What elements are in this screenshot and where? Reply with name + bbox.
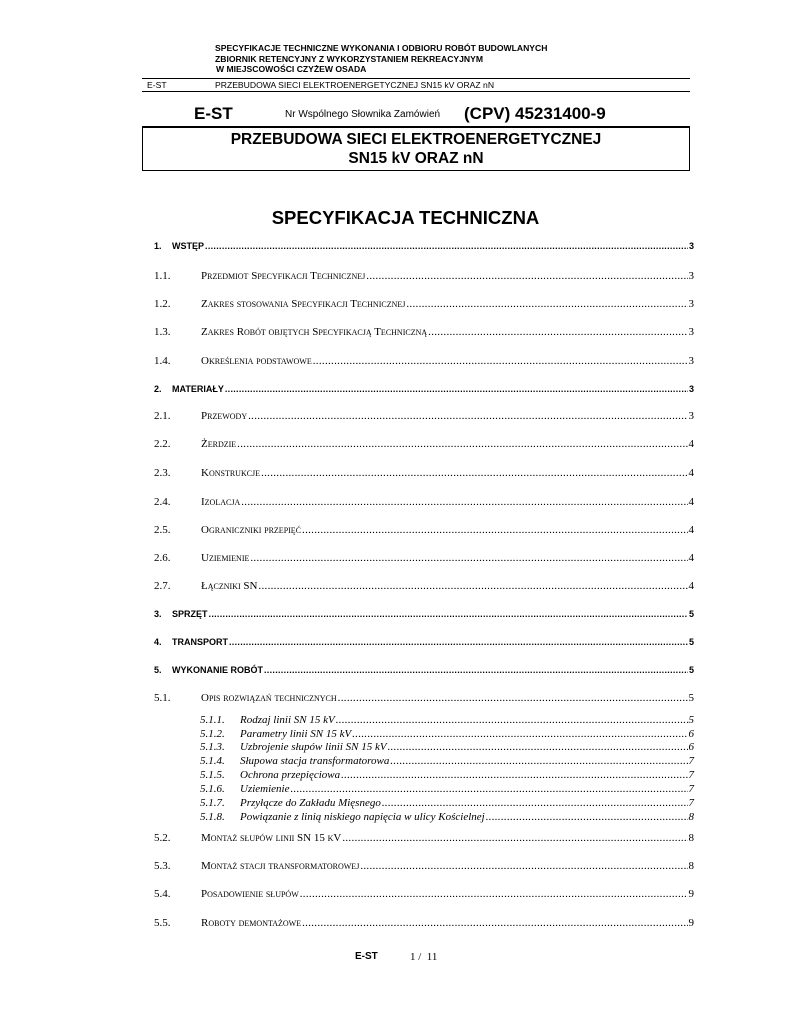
toc-entry-5-2[interactable] [154, 832, 694, 844]
toc-number: 1.4. [154, 355, 171, 367]
toc-number: 1.1. [154, 270, 171, 282]
toc-page-number: 4 [688, 524, 694, 536]
toc-leader-dots [237, 438, 687, 450]
toc-entry-5-1-6[interactable] [200, 783, 694, 795]
toc-leader-dots [205, 241, 688, 251]
toc-page-number: 7 [688, 783, 694, 795]
toc-entry-5-1-2[interactable] [200, 728, 694, 740]
toc-entry-5-3[interactable] [154, 860, 694, 872]
toc-title[interactable]: Rodzaj linii SN 15 kV [240, 714, 335, 726]
toc-number: 3. [154, 609, 162, 619]
toc-number: 5.2. [154, 832, 171, 844]
toc-number: 5.5. [154, 917, 171, 929]
toc-number: 1.2. [154, 298, 171, 310]
toc-leader-dots [248, 410, 687, 422]
toc-page-number: 8 [688, 811, 694, 823]
toc-leader-dots [300, 888, 688, 900]
toc-leader-dots [290, 783, 687, 795]
toc-page-number: 3 [688, 355, 694, 367]
toc-number: 5.1.4. [200, 755, 225, 767]
cpv-label: Nr Wspólnego Słownika Zamówień [285, 109, 441, 120]
toc-number: 1. [154, 241, 162, 251]
toc-page-number: 3 [688, 241, 694, 251]
toc-leader-dots [225, 384, 688, 394]
header-line-2: ZBIORNIK RETENCYJNY Z WYKORZYSTANIEM REKREACYJNYM [215, 53, 484, 64]
toc-page-number: 3 [688, 384, 694, 394]
toc-title[interactable]: Zakres Robót objętych Specyfikacją Techniczną [201, 326, 428, 338]
toc-leader-dots [352, 728, 687, 740]
toc-page-number: 6 [688, 741, 694, 753]
toc-title[interactable]: Uziemienie [201, 552, 250, 564]
toc-page-number: 4 [688, 438, 694, 450]
toc-title[interactable]: Żerdzie [201, 438, 237, 450]
toc-entry-2-1[interactable] [154, 410, 694, 422]
toc-number: 5.1. [154, 692, 171, 704]
toc-title[interactable]: Ochrona przepięciowa [240, 769, 341, 781]
toc-leader-dots [261, 467, 687, 479]
toc-entry-5-1-3[interactable] [200, 741, 694, 753]
toc-page-number: 8 [688, 832, 694, 844]
toc-page-number: 4 [688, 496, 694, 508]
toc-number: 2.4. [154, 496, 171, 508]
toc-leader-dots [336, 714, 688, 726]
toc-title[interactable]: Przedmiot Specyfikacji Technicznej [201, 270, 366, 282]
cpv-row [142, 104, 690, 128]
toc-page-number: 8 [688, 860, 694, 872]
toc-title[interactable]: Łączniki SN [201, 580, 258, 592]
toc-title[interactable]: Przewody [201, 410, 248, 422]
document-header [215, 43, 547, 75]
toc-number: 5.3. [154, 860, 171, 872]
toc-title[interactable]: Konstrukcje [201, 467, 261, 479]
toc-leader-dots [406, 298, 687, 310]
toc-leader-dots [229, 637, 688, 647]
toc-number: 2. [154, 384, 162, 394]
header-line-1: SPECYFIKACJE TECHNICZNE WYKONANIA I ODBIORU ROBÓT BUDOWLANYCH [215, 43, 548, 53]
toc-entry-5-1-1[interactable] [200, 714, 694, 726]
page-footer [0, 951, 791, 965]
title-line-1: PRZEBUDOWA SIECI ELEKTROENERGETYCZNEJ [230, 131, 602, 148]
toc-page-number: 5 [688, 609, 694, 619]
toc-page-number: 3 [688, 410, 694, 422]
toc-page-number: 3 [688, 298, 694, 310]
toc-title[interactable]: SPRZĘT [172, 609, 208, 619]
toc-title[interactable]: Izolacja [201, 496, 241, 508]
toc-entry-2-7[interactable] [154, 580, 694, 592]
cpv-number: (CPV) 45231400-9 [464, 104, 606, 123]
toc-title[interactable]: Powiązanie z linią niskiego napięcia w ulicy Kościelnej [240, 811, 485, 823]
toc-number: 1.3. [154, 326, 171, 338]
toc-page-number: 3 [688, 270, 694, 282]
toc-number: 5.4. [154, 888, 171, 900]
toc-number: 2.3. [154, 467, 171, 479]
toc-title[interactable]: Montaż stacji transformatorowej [201, 860, 360, 872]
toc-entry-5-1-5[interactable] [200, 769, 694, 781]
toc-number: 5.1.1. [200, 714, 225, 726]
toc-leader-dots [366, 270, 687, 282]
toc-title[interactable]: Zakres stosowania Specyfikacji Technicznej [201, 298, 406, 310]
toc-number: 5.1.2. [200, 728, 225, 740]
toc-number: 5. [154, 665, 162, 675]
toc-entry-5-1[interactable] [154, 692, 694, 704]
toc-leader-dots [486, 811, 688, 823]
header-code: E-ST [147, 80, 167, 90]
toc-page-number: 4 [688, 552, 694, 564]
toc-title[interactable]: Określenia podstawowe [201, 355, 312, 367]
toc-entry-5-5[interactable] [154, 917, 694, 929]
toc-leader-dots [209, 609, 688, 619]
toc-leader-dots [264, 665, 688, 675]
toc-title[interactable]: WYKONANIE ROBÓT [172, 665, 263, 675]
toc-title[interactable]: Przyłącze do Zakładu Mięsnego [240, 797, 381, 809]
toc-entry-2-6[interactable] [154, 552, 694, 564]
toc-page-number: 7 [688, 755, 694, 767]
page-title: SPECYFIKACJA TECHNICZNA [271, 207, 540, 228]
toc-entry-2[interactable] [154, 384, 694, 394]
page-number: 1 / 11 [410, 951, 438, 963]
toc-page-number: 5 [688, 665, 694, 675]
toc-leader-dots [302, 524, 687, 536]
toc-leader-dots [342, 832, 687, 844]
toc-title[interactable]: Roboty demontażowe [201, 917, 302, 929]
toc-page-number: 7 [688, 769, 694, 781]
toc-leader-dots [360, 860, 687, 872]
toc-number: 5.1.8. [200, 811, 225, 823]
toc-title[interactable]: Ograniczniki przepięć [201, 524, 302, 536]
toc-page-number: 5 [688, 692, 694, 704]
toc-leader-dots [338, 692, 688, 704]
toc-entry-5-1-7[interactable] [200, 797, 694, 809]
toc-number: 2.5. [154, 524, 171, 536]
toc-number: 5.1.7. [200, 797, 225, 809]
toc-page-number: 4 [688, 467, 694, 479]
toc-page-number: 9 [688, 917, 694, 929]
toc-number: 4. [154, 637, 162, 647]
toc-title[interactable]: Parametry linii SN 15 kV [240, 728, 352, 740]
title-box [142, 127, 690, 171]
toc-title[interactable]: Słupowa stacja transformatorowa [240, 755, 390, 767]
toc-title[interactable]: Uziemienie [240, 783, 290, 795]
toc-page-number: 3 [688, 326, 694, 338]
footer-code: E-ST [355, 951, 378, 962]
toc-leader-dots [241, 496, 687, 508]
toc-leader-dots [428, 326, 687, 338]
toc-number: 2.1. [154, 410, 171, 422]
header-title-row [142, 78, 690, 92]
toc-title[interactable]: TRANSPORT [172, 637, 228, 647]
toc-title[interactable]: WSTĘP [172, 241, 205, 251]
toc-leader-dots [341, 769, 687, 781]
toc-number: 5.1.3. [200, 741, 225, 753]
toc-page-number: 5 [688, 714, 694, 726]
header-line-3: W MIEJSCOWOŚCI CZYŻEW OSADA [216, 64, 367, 74]
toc-leader-dots [388, 741, 688, 753]
toc-page-number: 5 [688, 637, 694, 647]
title-line-2: SN15 kV ORAZ nN [348, 150, 484, 167]
toc-leader-dots [382, 797, 688, 809]
toc-title[interactable]: Posadowienie słupów [201, 888, 299, 900]
toc-leader-dots [258, 580, 687, 592]
toc-entry-5-1-4[interactable] [200, 755, 694, 767]
toc-leader-dots [313, 355, 688, 367]
toc-entry-5-4[interactable] [154, 888, 694, 900]
toc-entry-2-4[interactable] [154, 496, 694, 508]
toc-title[interactable]: Opis rozwiązań technicznych [201, 692, 337, 704]
toc-entry-5-1-8[interactable] [200, 811, 694, 823]
toc-entry-2-5[interactable] [154, 524, 694, 536]
toc-page-number: 9 [688, 888, 694, 900]
header-title: PRZEBUDOWA SIECI ELEKTROENERGETYCZNEJ SN15 kV ORAZ nN [215, 80, 495, 90]
toc-title[interactable]: MATERIAŁY [172, 384, 224, 394]
toc-entry-3[interactable] [154, 609, 694, 619]
toc-entry-1[interactable] [154, 241, 694, 251]
toc-entry-5[interactable] [154, 665, 694, 675]
toc-entry-1-1[interactable] [154, 270, 694, 282]
toc-entry-2-3[interactable] [154, 467, 694, 479]
toc-leader-dots [250, 552, 687, 564]
toc-entry-4[interactable] [154, 637, 694, 647]
toc-page-number: 7 [688, 797, 694, 809]
toc-title[interactable]: Uzbrojenie słupów linii SN 15 kV [240, 741, 387, 753]
toc-number: 5.1.5. [200, 769, 225, 781]
toc-leader-dots [390, 755, 687, 767]
toc-number: 2.2. [154, 438, 171, 450]
toc-number: 2.7. [154, 580, 171, 592]
toc-leader-dots [302, 917, 687, 929]
toc-number: 5.1.6. [200, 783, 225, 795]
toc-entry-1-2[interactable] [154, 298, 694, 310]
toc-page-number: 4 [688, 580, 694, 592]
toc-entry-1-4[interactable] [154, 355, 694, 367]
toc-page-number: 6 [688, 728, 694, 740]
toc-title[interactable]: Montaż słupów linii SN 15 kV [201, 832, 342, 844]
spec-code: E-ST [194, 104, 233, 123]
toc-entry-1-3[interactable] [154, 326, 694, 338]
toc-entry-2-2[interactable] [154, 438, 694, 450]
toc-number: 2.6. [154, 552, 171, 564]
